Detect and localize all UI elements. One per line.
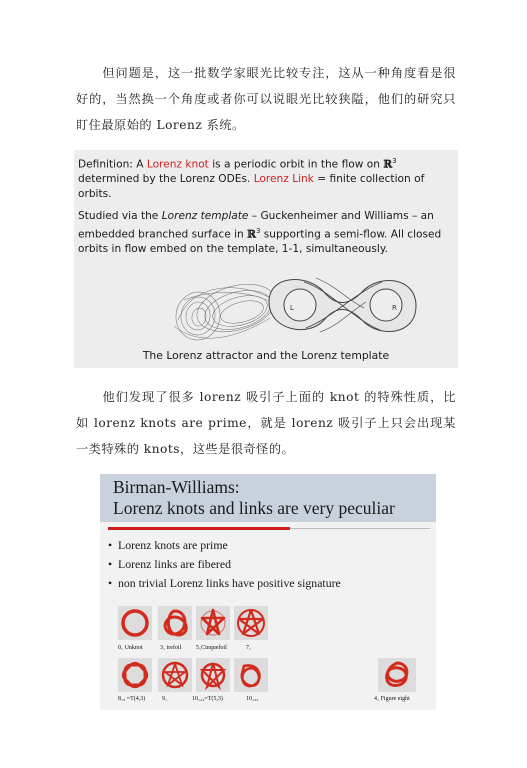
knot-label: 8₁₉ =T(4,3) — [118, 696, 146, 702]
knot-seven-one — [234, 606, 268, 640]
knot-label: 7₁ — [246, 645, 252, 651]
lorenz-knot-term: Lorenz knot — [146, 158, 209, 171]
bullet-item: • non trivial Lorenz links have positive signature — [108, 574, 341, 593]
knot-label: 3₁ trefoil — [160, 645, 182, 651]
knot-cinquefoil — [196, 606, 230, 640]
knot-label: 5₁Cinquefoil — [196, 645, 227, 651]
knot-label: 0₁ Unknot — [118, 645, 143, 651]
template-label-l: L — [290, 304, 294, 312]
knot-label: 10₁₃₂ — [246, 696, 259, 702]
bullet-item: • Lorenz knots are prime — [108, 536, 341, 555]
slide-header — [100, 474, 436, 522]
title-underline — [108, 527, 290, 530]
knot-figure-eight — [378, 658, 416, 692]
knot-10-124 — [196, 658, 230, 692]
template-label-r: R — [392, 304, 397, 312]
paragraph-1: 但问题是，这一批数学家眼光比较专注，这从一种角度看是很好的，当然换一个角度或者你可以说眼光比较狭隘，他们的研究只盯住最原始的 Lorenz 系统。 — [76, 66, 456, 132]
birman-williams-slide — [100, 474, 436, 710]
figure1-caption: The Lorenz attractor and the Lorenz template — [142, 349, 390, 362]
knot-label: 10₁₂₄=T(5,3) — [192, 696, 223, 702]
knot-label: 9₁ — [162, 696, 168, 702]
knot-label: 4₁ Figure eight — [374, 696, 410, 702]
definition-text: Definition: A Lorenz knot is a periodic orbit in the flow on ℝ$^3$ determined by the Lorenz ODEs. Lorenz Link = finite collection of orbits. Studied via the Lorenz template – Guckenheimer and Williams – an embedded branched surface in ℝ$^3$ supporting a semi-flow. All closed orbits in flow embed on the template, 1-1, simultaneously. — [78, 157, 442, 255]
property-list — [108, 536, 341, 593]
paragraph-2: 他们发现了很多 lorenz 吸引子上面的 knot 的特殊性质，比如 lorenz knots are prime，就是 lorenz 吸引子上只会出现某一类特殊的 knots，这些是很奇怪的。 — [76, 390, 456, 456]
lorenz-link-term: Lorenz Link — [253, 173, 314, 186]
knot-9-1 — [158, 658, 192, 692]
lorenz-definition-figure — [74, 150, 458, 368]
knot-8-19 — [118, 658, 152, 692]
knot-10-132 — [234, 658, 268, 692]
lorenz-illustration — [74, 150, 458, 368]
knot-trefoil — [158, 606, 192, 640]
knot-unknot — [118, 606, 152, 640]
bullet-item: • Lorenz links are fibered — [108, 555, 341, 574]
lorenz-attractor-drawing — [172, 276, 280, 343]
slide-title: Birman-Williams: Lorenz knots and links are very peculiar — [113, 477, 395, 518]
title-rule — [290, 528, 430, 529]
